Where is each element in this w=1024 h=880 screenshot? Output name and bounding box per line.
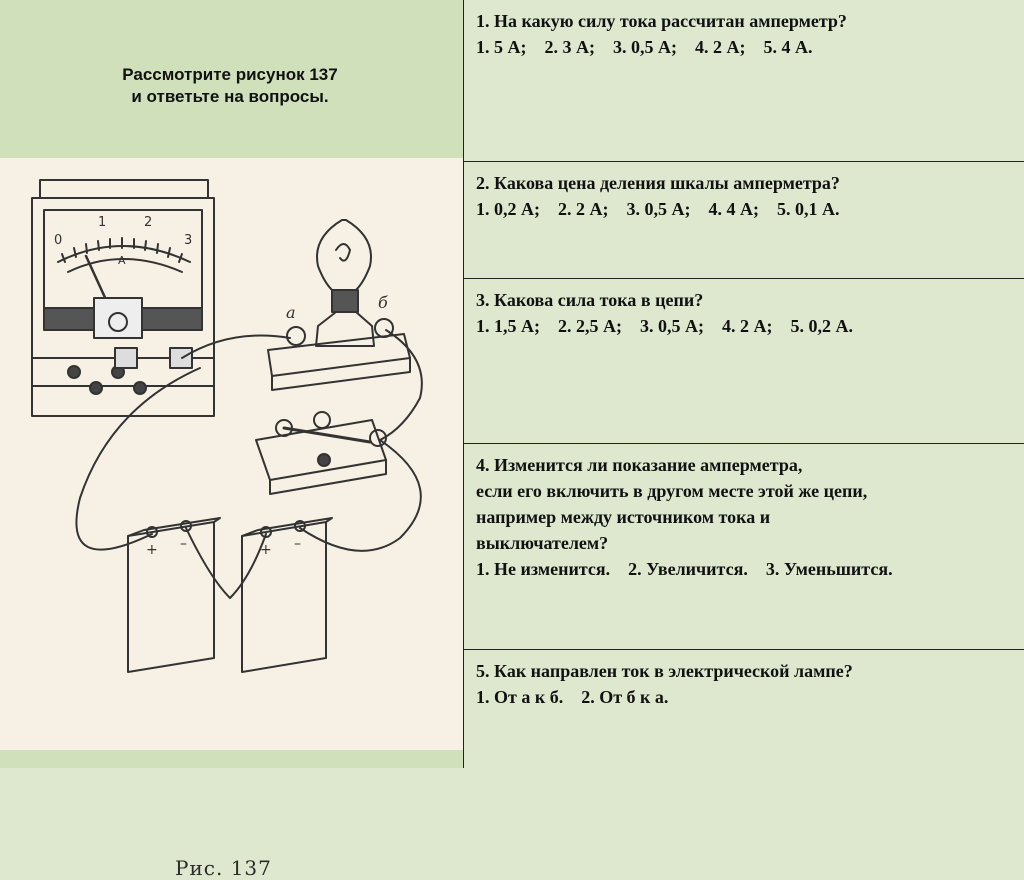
scale-label-0: 0	[54, 233, 63, 248]
lamp-board	[268, 334, 410, 376]
battery-1-plus: +	[146, 542, 158, 558]
scale-label-1: 1	[98, 215, 107, 230]
question-2	[464, 162, 1024, 279]
question-1-answers: 1. 5 А; 2. 3 А; 3. 0,5 А; 4. 2 А; 5. 4 А.	[476, 37, 813, 57]
battery-2-minus: –	[294, 536, 301, 552]
circuit-drawing	[0, 158, 463, 750]
question-4	[464, 444, 1024, 650]
battery-2-plus: +	[260, 542, 272, 558]
ammeter-top	[40, 180, 208, 198]
figure-caption: Рис. 137	[175, 856, 272, 880]
question-4-line-4: выключателем?	[476, 533, 609, 553]
battery-1-minus: –	[180, 536, 187, 552]
circuit-figure	[0, 158, 463, 880]
lamp-socket	[332, 290, 358, 312]
lamp-bulb	[317, 220, 371, 290]
terminal-a-label: а	[286, 303, 296, 322]
question-5-answers: 1. От а к б. 2. От б к а.	[476, 687, 669, 707]
question-5-text: 5. Как направлен ток в электрической лампе?	[476, 661, 853, 681]
question-1-text: 1. На какую силу тока рассчитан амперметр?	[476, 11, 847, 31]
scale-label-2: 2	[144, 215, 153, 230]
question-4-answers: 1. Не изменится. 2. Увеличится. 3. Уменьшится.	[476, 559, 893, 579]
task-instructions	[60, 64, 400, 108]
terminal-b-label: б	[378, 293, 388, 312]
question-4-line-3: например между источником тока и	[476, 507, 771, 527]
wire-lamp-switch	[380, 330, 422, 440]
task-line-1: Рассмотрите рисунок 137	[122, 65, 338, 84]
switch-lever	[284, 428, 370, 442]
battery-2	[242, 522, 326, 672]
question-5	[464, 650, 1024, 768]
question-3	[464, 279, 1024, 444]
question-3-text: 3. Какова сила тока в цепи?	[476, 290, 704, 310]
question-2-answers: 1. 0,2 А; 2. 2 А; 3. 0,5 А; 4. 4 А; 5. 0,1 А.	[476, 199, 840, 219]
question-4-line-2: если его включить в другом месте этой же цепи,	[476, 481, 868, 501]
questions-table	[463, 0, 1024, 768]
question-2-text: 2. Какова цена деления шкалы амперметра?	[476, 173, 840, 193]
question-4-line-1: 4. Изменится ли показание амперметра,	[476, 455, 803, 475]
battery-1	[128, 522, 214, 672]
wire-battery-link	[186, 528, 266, 598]
question-3-answers: 1. 1,5 А; 2. 2,5 А; 3. 0,5 А; 4. 2 А; 5. 0,2 А.	[476, 316, 853, 336]
question-1	[464, 0, 1024, 162]
scale-label-3: 3	[184, 233, 193, 248]
wire-ammeter-lamp	[182, 336, 290, 359]
scale-unit-label: A	[118, 254, 126, 267]
task-line-2: и ответьте на вопросы.	[131, 87, 329, 106]
